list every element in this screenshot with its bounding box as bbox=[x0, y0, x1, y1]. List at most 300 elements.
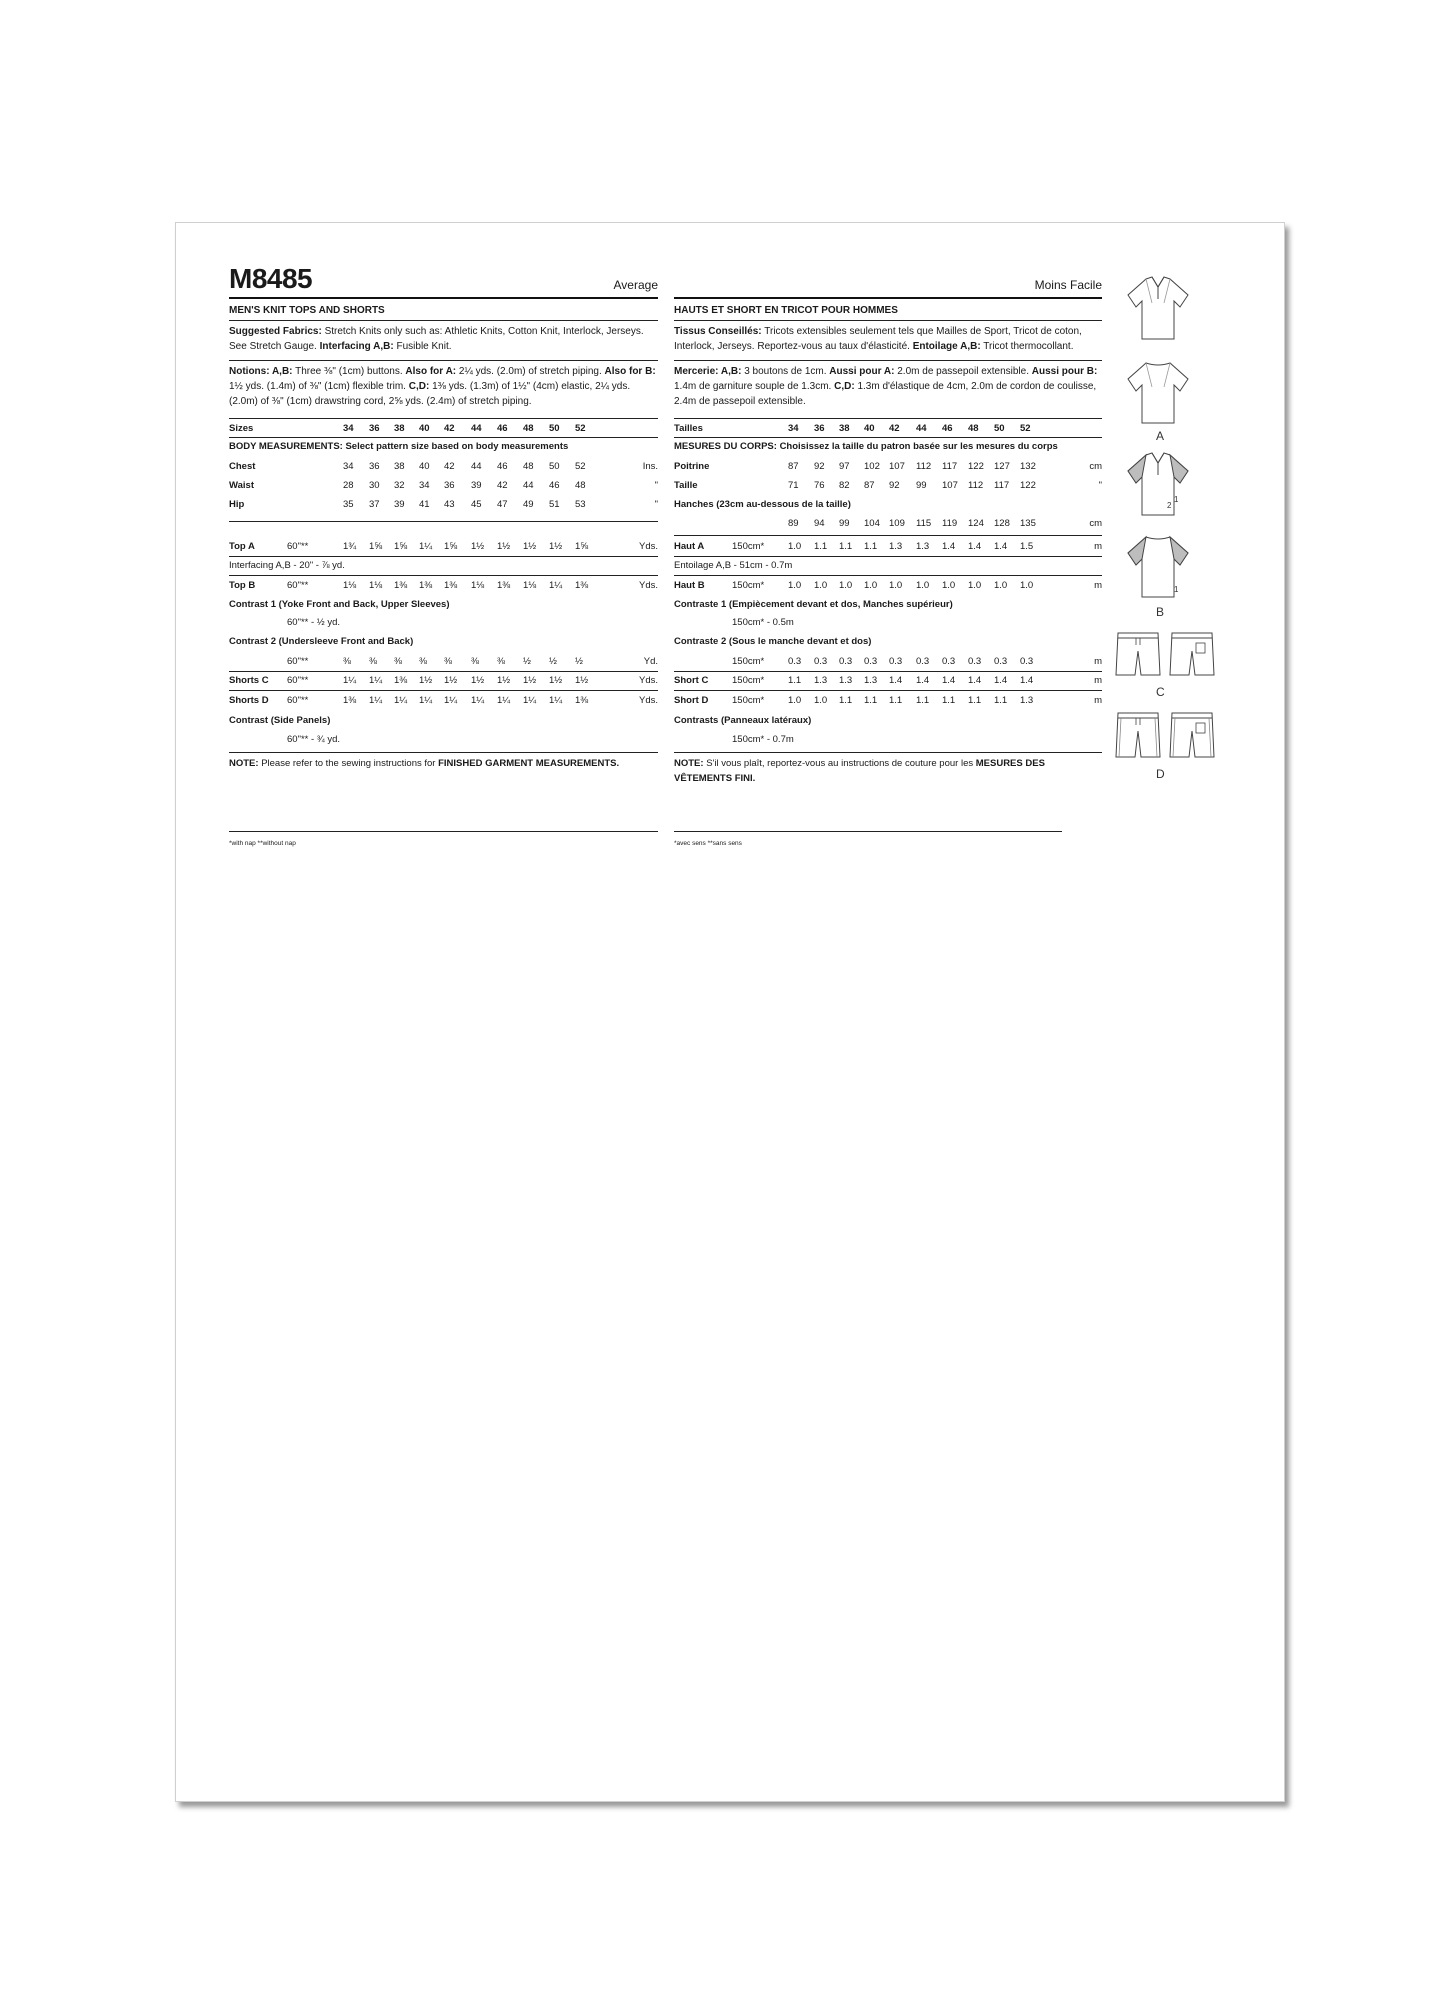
size-cell: ⅜ bbox=[497, 656, 505, 667]
size-cell: 1.0 bbox=[916, 580, 930, 591]
divider bbox=[674, 671, 1102, 672]
size-cell: 46 bbox=[497, 423, 508, 434]
size-cell: 1¼ bbox=[523, 695, 537, 706]
notions-text: 1½ yds. (1.4m) of ⅜" (1cm) flexible trim. bbox=[229, 381, 406, 392]
unit: m bbox=[1094, 580, 1102, 591]
divider bbox=[674, 752, 1102, 753]
contrast-2-label: Contrast 2 (Undersleeve Front and Back) bbox=[229, 636, 414, 647]
size-cell: 1.0 bbox=[889, 580, 903, 591]
size-cell: 112 bbox=[968, 480, 984, 491]
top-b-label: Top B bbox=[229, 580, 256, 591]
top-a-row bbox=[229, 541, 658, 555]
size-cell: 1.0 bbox=[942, 580, 956, 591]
size-cell: 1⅜ bbox=[575, 695, 589, 706]
contrast-side-row bbox=[674, 734, 1102, 748]
view-b-front-drawing bbox=[1122, 449, 1194, 521]
unit: cm bbox=[1089, 518, 1102, 529]
size-cell: 38 bbox=[839, 423, 850, 434]
contrast-side-heading bbox=[229, 715, 658, 729]
size-cell: 115 bbox=[916, 518, 932, 529]
size-cell: 42 bbox=[497, 480, 508, 491]
unit: m bbox=[1094, 541, 1102, 552]
view-b-label: B bbox=[1156, 605, 1165, 619]
waist-label: Waist bbox=[229, 480, 254, 491]
contrast-1-yardage: 150cm* - 0.5m bbox=[732, 617, 794, 628]
size-cell: 1¼ bbox=[369, 675, 383, 686]
size-cell: 1.0 bbox=[788, 541, 802, 552]
divider bbox=[674, 320, 1102, 321]
shorts-c-label: Short C bbox=[674, 675, 709, 686]
size-cell: 109 bbox=[889, 518, 905, 529]
size-cell: 107 bbox=[942, 480, 958, 491]
size-cell: ½ bbox=[575, 656, 583, 667]
size-cell: 1.4 bbox=[994, 541, 1008, 552]
size-cell: 1⅜ bbox=[419, 580, 433, 591]
size-cell: 1½ bbox=[549, 541, 563, 552]
fabric-width: 60"** bbox=[287, 580, 309, 591]
size-cell: 1½ bbox=[471, 675, 485, 686]
notions-text: 3 boutons de 1cm. bbox=[744, 366, 827, 377]
contrast-side-row bbox=[229, 734, 658, 748]
contrast-1-row bbox=[229, 617, 658, 631]
size-cell: 1¼ bbox=[444, 695, 458, 706]
size-cell: 44 bbox=[471, 423, 482, 434]
shorts-c-row bbox=[674, 675, 1102, 689]
size-cell: 1.1 bbox=[814, 541, 828, 552]
unit: Yds. bbox=[638, 580, 658, 591]
interfacing-row bbox=[674, 560, 1102, 574]
notions-text: 2¼ yds. (2.0m) of stretch piping. bbox=[458, 366, 602, 377]
size-cell: 49 bbox=[523, 499, 534, 510]
size-cell: 89 bbox=[788, 518, 799, 529]
waist-row bbox=[229, 480, 658, 494]
size-cell: 1¼ bbox=[419, 541, 433, 552]
sizes-label: Tailles bbox=[674, 423, 703, 434]
size-cell: 39 bbox=[471, 480, 482, 491]
view-c-back-drawing bbox=[1168, 629, 1216, 679]
size-cell: 53 bbox=[575, 499, 586, 510]
top-a-label: Haut A bbox=[674, 541, 705, 552]
divider bbox=[229, 671, 658, 672]
size-cell: ½ bbox=[523, 656, 531, 667]
interfacing-label: Interfacing A,B: bbox=[319, 341, 394, 352]
size-cell: 1.4 bbox=[994, 675, 1008, 686]
shorts-d-label: Shorts D bbox=[229, 695, 269, 706]
size-cell: 1½ bbox=[549, 675, 563, 686]
size-cell: 92 bbox=[889, 480, 900, 491]
size-cell: 1.3 bbox=[1020, 695, 1034, 706]
size-cell: 44 bbox=[916, 423, 927, 434]
top-b-row bbox=[229, 580, 658, 594]
size-cell: 42 bbox=[889, 423, 900, 434]
size-cell: ⅜ bbox=[394, 656, 402, 667]
contrast-2-row bbox=[229, 656, 658, 670]
fabric-width: 60"** bbox=[287, 675, 309, 686]
size-cell: 52 bbox=[575, 423, 586, 434]
size-cell: 46 bbox=[549, 480, 560, 491]
contrast-2-heading bbox=[229, 636, 658, 650]
contrast-1-heading bbox=[674, 599, 1102, 613]
size-cell: 34 bbox=[343, 423, 354, 434]
size-cell: 1⅜ bbox=[444, 580, 458, 591]
size-cell: 1.3 bbox=[864, 675, 878, 686]
size-cell: 0.3 bbox=[864, 656, 878, 667]
waist-row bbox=[674, 480, 1102, 494]
size-cell: 1⅛ bbox=[343, 580, 357, 591]
size-cell: 1⅛ bbox=[369, 580, 383, 591]
size-cell: ⅜ bbox=[369, 656, 377, 667]
notions-text: 1.4m de garniture souple de 1.3cm. bbox=[674, 381, 832, 392]
size-cell: 1.0 bbox=[814, 695, 828, 706]
size-cell: 30 bbox=[369, 480, 380, 491]
size-cell: 1.3 bbox=[814, 675, 828, 686]
contrast-side-yardage: 60"** - ¾ yd. bbox=[287, 734, 341, 745]
pattern-title: HAUTS ET SHORT EN TRICOT POUR HOMMES bbox=[674, 305, 898, 316]
size-cell: 1½ bbox=[523, 675, 537, 686]
sizes-row bbox=[674, 423, 1102, 437]
size-cell: 0.3 bbox=[968, 656, 982, 667]
size-cell: 1.0 bbox=[814, 580, 828, 591]
size-cell: 1.1 bbox=[916, 695, 930, 706]
notions-text: 1.3m d'élastique de 4cm, 2.0m de cordon de coulisse, 2.4m de passepoil extensible. bbox=[674, 381, 1097, 407]
note-bold: MESURES DES VÊTEMENTS FINI. bbox=[674, 758, 1045, 784]
size-cell: 34 bbox=[419, 480, 430, 491]
notions-cd: C,D: bbox=[408, 381, 430, 392]
size-cell: 0.3 bbox=[889, 656, 903, 667]
size-cell: 99 bbox=[916, 480, 927, 491]
divider bbox=[229, 297, 658, 299]
unit: Yds. bbox=[638, 695, 658, 706]
notions-cd: C,D: bbox=[834, 381, 855, 392]
size-cell: 127 bbox=[994, 461, 1010, 472]
footnote: *with nap **without nap bbox=[229, 840, 296, 847]
note bbox=[229, 756, 658, 771]
size-cell: 1½ bbox=[471, 541, 485, 552]
size-cell: 117 bbox=[994, 480, 1010, 491]
size-cell: 122 bbox=[968, 461, 984, 472]
size-cell: 102 bbox=[864, 461, 880, 472]
size-cell: 1.1 bbox=[889, 695, 903, 706]
size-cell: 1⅛ bbox=[471, 580, 485, 591]
size-cell: 0.3 bbox=[994, 656, 1008, 667]
divider bbox=[229, 360, 658, 361]
fabrics-label: Suggested Fabrics: bbox=[229, 326, 322, 337]
fabrics-paragraph bbox=[229, 324, 658, 354]
notions-also-a: Aussi pour A: bbox=[829, 366, 895, 377]
divider bbox=[674, 575, 1102, 576]
notions-also-b: Aussi pour B: bbox=[1031, 366, 1098, 377]
contrast-side-label: Contrast (Side Panels) bbox=[229, 715, 331, 726]
contrast-side-heading bbox=[674, 715, 1102, 729]
technical-drawings bbox=[1114, 273, 1274, 1073]
size-cell: 1¼ bbox=[419, 695, 433, 706]
body-measurements-heading bbox=[674, 441, 1102, 455]
divider bbox=[229, 575, 658, 576]
size-cell: 51 bbox=[549, 499, 560, 510]
notions-label: Notions: A,B: bbox=[229, 366, 293, 377]
view-a-back-drawing bbox=[1122, 357, 1194, 429]
size-cell: 87 bbox=[788, 461, 799, 472]
difficulty-level: Average bbox=[613, 278, 658, 292]
shorts-d-label: Short D bbox=[674, 695, 709, 706]
size-cell: 44 bbox=[523, 480, 534, 491]
size-cell: 50 bbox=[549, 423, 560, 434]
divider bbox=[229, 437, 658, 438]
size-cell: 1⅛ bbox=[523, 580, 537, 591]
size-cell: 48 bbox=[523, 423, 534, 434]
size-cell: 37 bbox=[369, 499, 380, 510]
size-cell: 1¼ bbox=[549, 580, 563, 591]
size-cell: 1¾ bbox=[343, 541, 357, 552]
size-cell: 1⅜ bbox=[575, 580, 589, 591]
sizes-label: Sizes bbox=[229, 423, 254, 434]
size-cell: 1½ bbox=[419, 675, 433, 686]
size-cell: 1½ bbox=[497, 541, 511, 552]
unit: Ins. bbox=[642, 461, 658, 472]
body-heading-text: MESURES DU CORPS: Choisissez la taille du patron basée sur les mesures du corps bbox=[674, 441, 1058, 452]
size-cell: ⅜ bbox=[471, 656, 479, 667]
size-cell: 0.3 bbox=[916, 656, 930, 667]
unit: Yds. bbox=[638, 675, 658, 686]
size-cell: ⅜ bbox=[343, 656, 351, 667]
fabric-width: 150cm* bbox=[732, 695, 765, 706]
size-cell: 132 bbox=[1020, 461, 1036, 472]
view-a-label: A bbox=[1156, 429, 1165, 443]
top-b-label: Haut B bbox=[674, 580, 705, 591]
size-cell: 135 bbox=[1020, 518, 1036, 529]
hip-row bbox=[229, 499, 658, 513]
size-cell: 47 bbox=[497, 499, 508, 510]
chest-label: Poitrine bbox=[674, 461, 710, 472]
contrast-side-yardage: 150cm* - 0.7m bbox=[732, 734, 794, 745]
size-cell: 1½ bbox=[444, 675, 458, 686]
size-cell: 0.3 bbox=[839, 656, 853, 667]
size-cell: 1⅜ bbox=[394, 675, 408, 686]
size-cell: 46 bbox=[942, 423, 953, 434]
size-cell: 45 bbox=[471, 499, 482, 510]
size-cell: 1.3 bbox=[916, 541, 930, 552]
unit: Yd. bbox=[643, 656, 658, 667]
size-cell: 1¼ bbox=[497, 695, 511, 706]
divider bbox=[229, 752, 658, 753]
view-d-front-drawing bbox=[1114, 709, 1162, 761]
contrast-2-row bbox=[674, 656, 1102, 670]
size-cell: 36 bbox=[369, 423, 380, 434]
hip-label: Hip bbox=[229, 499, 245, 510]
size-cell: 1⅝ bbox=[575, 541, 589, 552]
size-cell: 44 bbox=[471, 461, 482, 472]
size-cell: 40 bbox=[419, 461, 430, 472]
size-cell: 48 bbox=[575, 480, 586, 491]
size-cell: 1.3 bbox=[839, 675, 853, 686]
interfacing-text: Fusible Knit. bbox=[396, 341, 452, 352]
size-cell: 1.4 bbox=[968, 541, 982, 552]
size-cell: 35 bbox=[343, 499, 354, 510]
size-cell: 1.4 bbox=[916, 675, 930, 686]
view-b-back-drawing bbox=[1122, 531, 1194, 603]
hip-row bbox=[674, 518, 1102, 532]
size-cell: 104 bbox=[864, 518, 880, 529]
body-heading-text: BODY MEASUREMENTS: Select pattern size based on body measurements bbox=[229, 441, 569, 452]
divider bbox=[229, 320, 658, 321]
top-a-row bbox=[674, 541, 1102, 555]
interfacing-yardage: Interfacing A,B - 20" - ⅞ yd. bbox=[229, 560, 345, 571]
divider bbox=[229, 831, 658, 832]
size-cell: 119 bbox=[942, 518, 958, 529]
size-cell: 1.0 bbox=[839, 580, 853, 591]
size-cell: 1¼ bbox=[369, 695, 383, 706]
unit: m bbox=[1094, 695, 1102, 706]
fabric-width: 150cm* bbox=[732, 541, 765, 552]
chest-row bbox=[229, 461, 658, 475]
size-cell: 1.1 bbox=[788, 675, 802, 686]
size-cell: 52 bbox=[1020, 423, 1031, 434]
size-cell: 38 bbox=[394, 461, 405, 472]
french-column bbox=[674, 223, 1102, 1223]
size-cell: 94 bbox=[814, 518, 825, 529]
size-cell: 1⅜ bbox=[497, 580, 511, 591]
size-cell: 1.0 bbox=[968, 580, 982, 591]
size-cell: 1.0 bbox=[994, 580, 1008, 591]
pattern-title: MEN'S KNIT TOPS AND SHORTS bbox=[229, 305, 385, 316]
notions-paragraph bbox=[674, 364, 1102, 409]
size-cell: 1.1 bbox=[968, 695, 982, 706]
size-cell: 46 bbox=[497, 461, 508, 472]
divider bbox=[229, 521, 658, 522]
size-cell: 1.1 bbox=[994, 695, 1008, 706]
hip-heading bbox=[674, 499, 1102, 513]
note-bold: FINISHED GARMENT MEASUREMENTS. bbox=[438, 758, 620, 769]
size-cell: 92 bbox=[814, 461, 825, 472]
contrast-side-label: Contrasts (Panneaux latéraux) bbox=[674, 715, 812, 726]
english-column bbox=[229, 223, 658, 1223]
notions-text: 1⅜ yds. (1.3m) of 1½" (4cm) elastic, 2¼ yds. (2.0m) of ⅜" (1cm) drawstring cord, 2⅝ yds. (2.4m) of stretch piping. bbox=[229, 381, 631, 407]
interfacing-label: Entoilage A,B: bbox=[912, 341, 981, 352]
view-b-callout-1: 1 bbox=[1174, 495, 1179, 504]
notions-text: 2.0m de passepoil extensible. bbox=[897, 366, 1029, 377]
fabric-width: 150cm* bbox=[732, 675, 765, 686]
size-cell: 34 bbox=[343, 461, 354, 472]
size-cell: 48 bbox=[968, 423, 979, 434]
divider bbox=[674, 690, 1102, 691]
contrast-1-label: Contrast 1 (Yoke Front and Back, Upper Sleeves) bbox=[229, 599, 450, 610]
size-cell: 38 bbox=[394, 423, 405, 434]
difficulty-level: Moins Facile bbox=[1034, 278, 1102, 292]
divider bbox=[674, 437, 1102, 438]
size-cell: 1⅝ bbox=[444, 541, 458, 552]
shorts-c-row bbox=[229, 675, 658, 689]
size-cell: 1.1 bbox=[839, 695, 853, 706]
note-label: NOTE: bbox=[229, 758, 259, 769]
pattern-code: M8485 bbox=[229, 263, 313, 294]
size-cell: ⅜ bbox=[419, 656, 427, 667]
size-cell: 124 bbox=[968, 518, 984, 529]
size-cell: 42 bbox=[444, 423, 455, 434]
size-cell: 128 bbox=[994, 518, 1010, 529]
size-cell: 50 bbox=[994, 423, 1005, 434]
divider bbox=[674, 360, 1102, 361]
size-cell: 1.0 bbox=[788, 695, 802, 706]
fabrics-paragraph bbox=[674, 324, 1102, 354]
size-cell: ½ bbox=[549, 656, 557, 667]
sizes-row bbox=[229, 423, 658, 437]
size-cell: 112 bbox=[916, 461, 932, 472]
unit: " bbox=[654, 480, 658, 491]
note-text: Please refer to the sewing instructions for bbox=[261, 758, 436, 769]
note bbox=[674, 756, 1102, 786]
size-cell: 50 bbox=[549, 461, 560, 472]
notions-also-b: Also for B: bbox=[604, 366, 656, 377]
divider bbox=[229, 690, 658, 691]
fabric-width: 150cm* bbox=[732, 656, 765, 667]
contrast-2-label: Contraste 2 (Sous le manche devant et dos) bbox=[674, 636, 872, 647]
size-cell: 1⅜ bbox=[343, 695, 357, 706]
size-cell: 1¼ bbox=[549, 695, 563, 706]
size-cell: 1.1 bbox=[864, 695, 878, 706]
unit: " bbox=[654, 499, 658, 510]
size-cell: 1⅝ bbox=[369, 541, 383, 552]
size-cell: 1.1 bbox=[942, 695, 956, 706]
unit: " bbox=[1098, 480, 1102, 491]
size-cell: 42 bbox=[444, 461, 455, 472]
unit: m bbox=[1094, 675, 1102, 686]
contrast-1-row bbox=[674, 617, 1102, 631]
size-cell: 28 bbox=[343, 480, 354, 491]
size-cell: 32 bbox=[394, 480, 405, 491]
size-cell: 1.1 bbox=[839, 541, 853, 552]
fabric-width: 150cm* bbox=[732, 580, 765, 591]
interfacing-row bbox=[229, 560, 658, 574]
size-cell: 36 bbox=[444, 480, 455, 491]
size-cell: 39 bbox=[394, 499, 405, 510]
footnote: *avec sens **sans sens bbox=[674, 840, 742, 847]
size-cell: 0.3 bbox=[788, 656, 802, 667]
unit: Yds. bbox=[638, 541, 658, 552]
unit: m bbox=[1094, 656, 1102, 667]
contrast-1-yardage: 60"** - ½ yd. bbox=[287, 617, 341, 628]
size-cell: 36 bbox=[369, 461, 380, 472]
size-cell: 36 bbox=[814, 423, 825, 434]
size-cell: 1.4 bbox=[942, 675, 956, 686]
chest-label: Chest bbox=[229, 461, 256, 472]
size-cell: 76 bbox=[814, 480, 825, 491]
size-cell: 48 bbox=[523, 461, 534, 472]
view-c-front-drawing bbox=[1114, 629, 1162, 679]
contrast-1-heading bbox=[229, 599, 658, 613]
size-cell: 41 bbox=[419, 499, 430, 510]
size-cell: 0.3 bbox=[942, 656, 956, 667]
view-b-callout-2: 2 bbox=[1167, 501, 1172, 510]
note-text: S'il vous plaît, reportez-vous au instructions de couture pour les bbox=[706, 758, 974, 769]
note-label: NOTE: bbox=[674, 758, 704, 769]
notions-label: Mercerie: A,B: bbox=[674, 366, 742, 377]
view-c-label: C bbox=[1156, 685, 1165, 699]
size-cell: 107 bbox=[889, 461, 905, 472]
divider bbox=[674, 418, 1102, 419]
size-cell: 1½ bbox=[523, 541, 537, 552]
notions-also-a: Also for A: bbox=[405, 366, 457, 377]
top-a-label: Top A bbox=[229, 541, 255, 552]
size-cell: 87 bbox=[864, 480, 875, 491]
size-cell: 122 bbox=[1020, 480, 1036, 491]
size-cell: 71 bbox=[788, 480, 799, 491]
shorts-d-row bbox=[674, 695, 1102, 709]
size-cell: 117 bbox=[942, 461, 958, 472]
size-cell: 1½ bbox=[575, 675, 589, 686]
unit: cm bbox=[1089, 461, 1102, 472]
divider bbox=[674, 556, 1102, 557]
size-cell: 1¼ bbox=[394, 695, 408, 706]
